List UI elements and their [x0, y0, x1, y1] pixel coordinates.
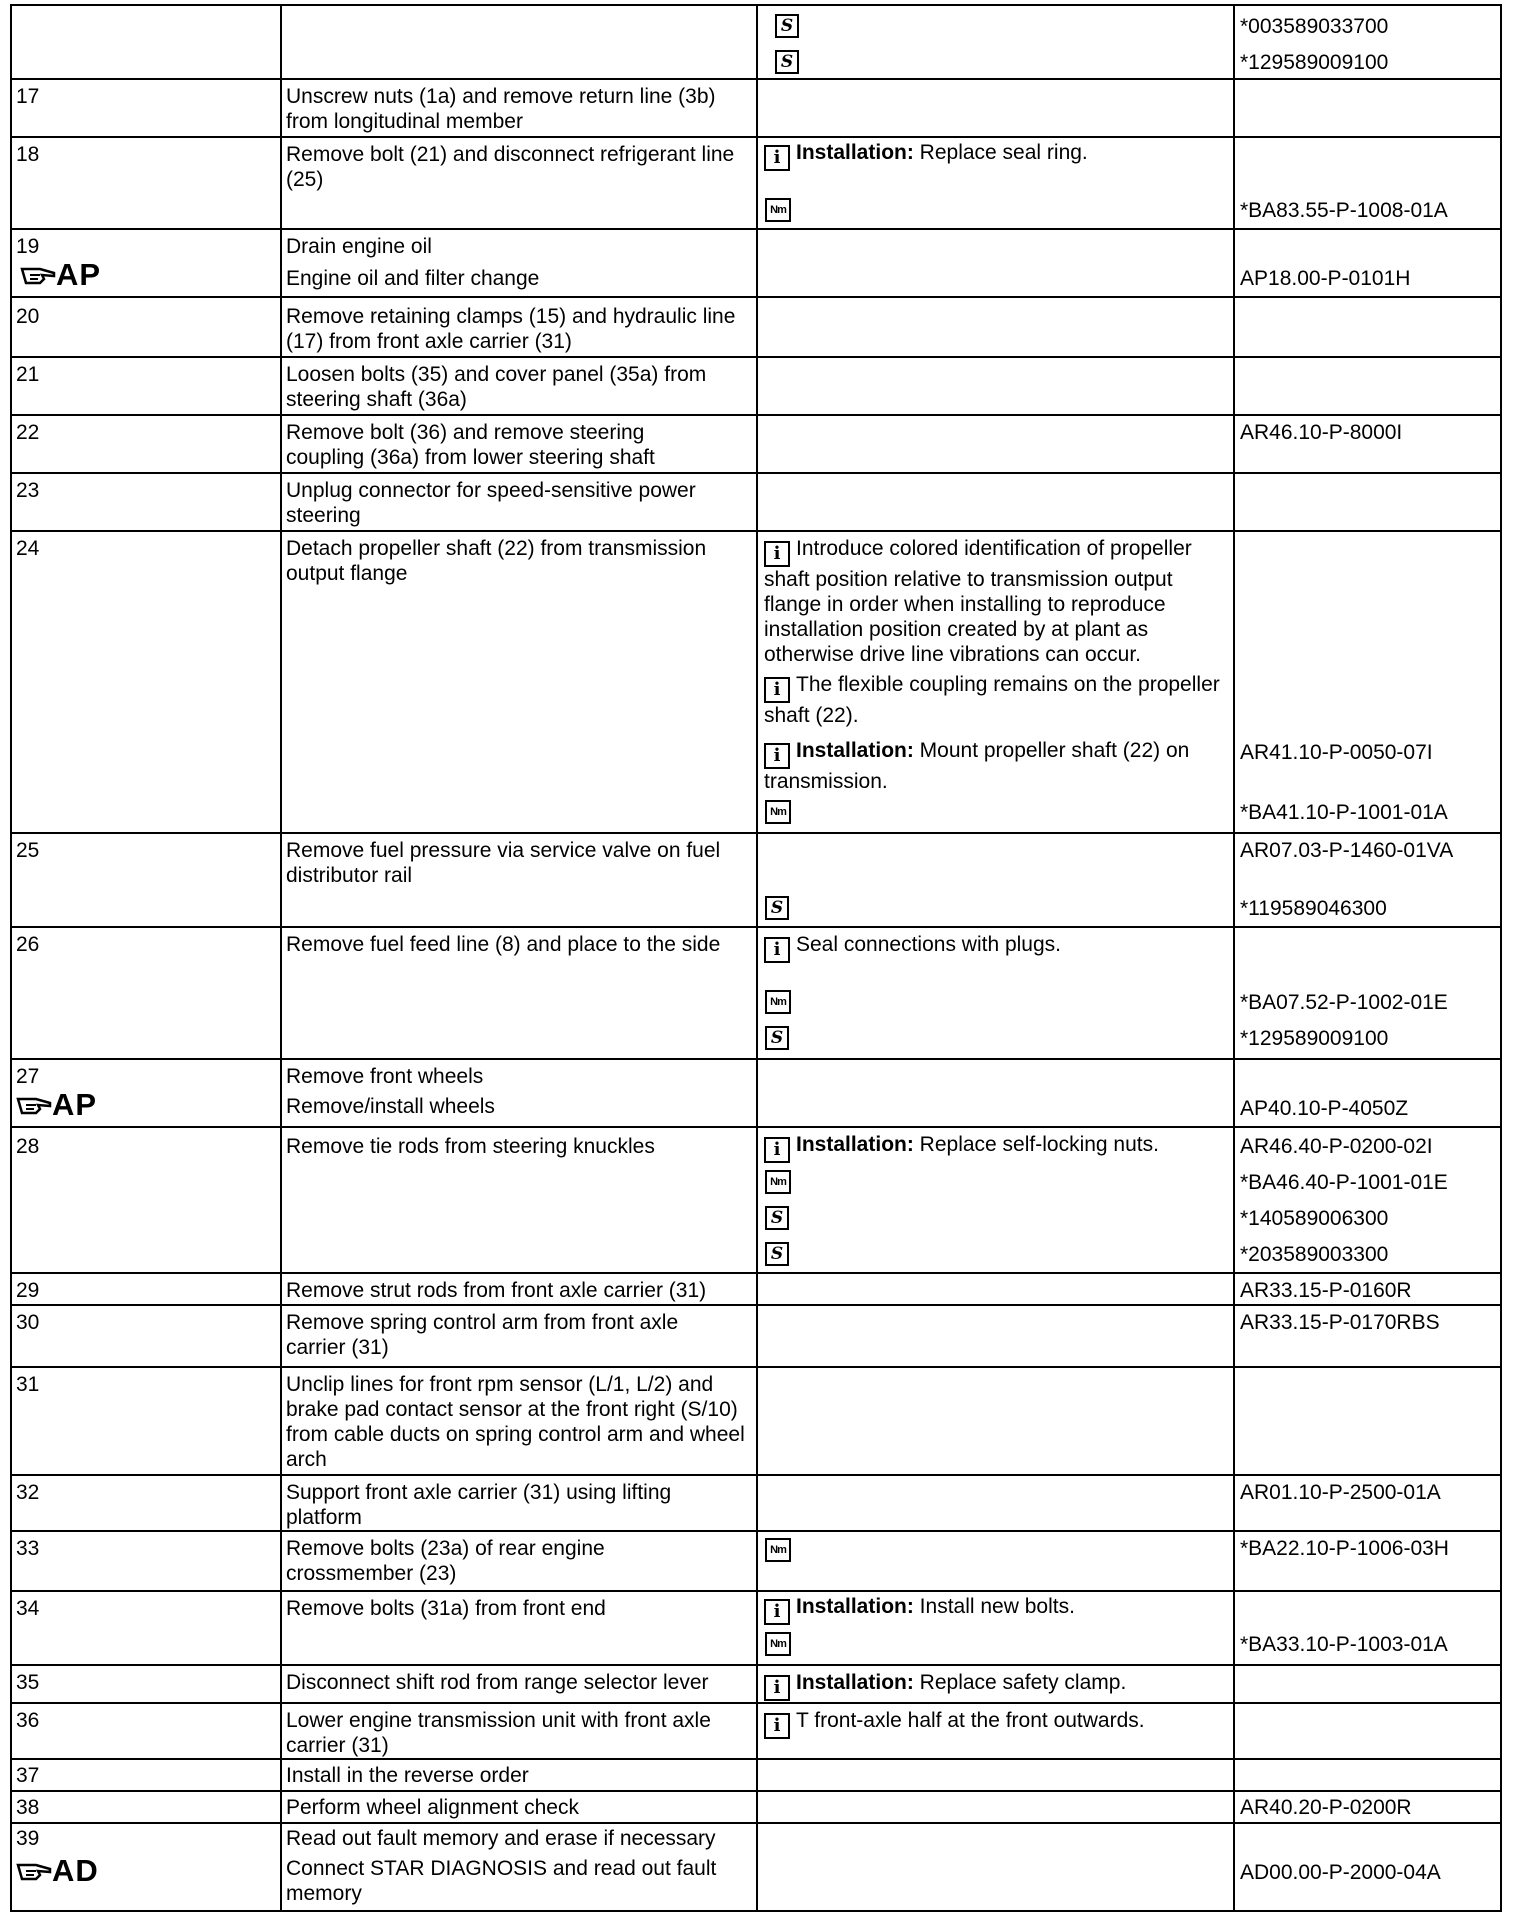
table-row [10, 1532, 1502, 1592]
reference-code: AR07.03-P-1460-01VA [1240, 839, 1454, 862]
ad-reference-label: AD [52, 1853, 99, 1888]
operation-text: Remove front wheels [286, 1065, 484, 1088]
operation-text: Lower engine transmission unit with front axle carrier (31) [286, 1709, 711, 1757]
note-text: T front-axle half at the front outwards. [796, 1709, 1145, 1732]
step-number: 35 [16, 1671, 40, 1694]
special-tool-icon: S [765, 1026, 789, 1050]
installation-label: Installation: [796, 141, 914, 164]
step-number: 18 [16, 143, 40, 166]
reference-code: AP18.00-P-0101H [1240, 267, 1411, 290]
operation-text: Remove bolts (23a) of rear engine crossmember (23) [286, 1537, 605, 1585]
torque-icon: Nm [765, 990, 791, 1014]
operation-text: Remove tie rods from steering knuckles [286, 1135, 655, 1158]
reference-code: *203589003300 [1240, 1243, 1389, 1266]
operation-text: Unplug connector for speed-sensitive power steering [286, 479, 696, 527]
step-number: 25 [16, 839, 40, 862]
reference-code: AR46.10-P-8000I [1240, 421, 1403, 444]
note-text: Introduce colored identification of propeller shaft position relative to transmission output flange in order when installing to reproduce installation position created by at plant as otherwise drive line vibrations can occur. [764, 537, 1192, 666]
note-text: Seal connections with plugs. [796, 933, 1061, 956]
note-text: Replace self-locking nuts. [913, 1133, 1159, 1156]
info-icon: i [764, 145, 790, 171]
step-number: 34 [16, 1597, 40, 1620]
reference-code: AD00.00-P-2000-04A [1240, 1861, 1441, 1884]
operation-text: Remove bolts (31a) from front end [286, 1597, 606, 1620]
operation-text: Detach propeller shaft (22) from transmission output flange [286, 537, 707, 585]
note-text: Install new bolts. [913, 1595, 1075, 1618]
special-tool-icon: S [765, 1242, 789, 1266]
table-row [10, 1760, 1502, 1792]
step-number: 36 [16, 1709, 40, 1732]
table-row [10, 1704, 1502, 1760]
installation-label: Installation: [796, 1671, 914, 1694]
info-icon: i [764, 1713, 790, 1739]
operation-text: Disconnect shift rod from range selector lever [286, 1671, 709, 1694]
reference-code: *129589009100 [1240, 51, 1389, 74]
table-row [10, 474, 1502, 532]
table-row [10, 1128, 1502, 1274]
table-row [10, 1824, 1502, 1912]
reference-code: *129589009100 [1240, 1027, 1389, 1050]
reference-code: *BA46.40-P-1001-01E [1240, 1171, 1448, 1194]
pointing-hand-icon [16, 1093, 52, 1117]
operation-text: Remove strut rods from front axle carrier (31) [286, 1279, 707, 1302]
step-number: 23 [16, 479, 40, 502]
installation-label: Installation: [796, 1595, 914, 1618]
table-row [10, 1476, 1502, 1532]
step-number: 29 [16, 1279, 40, 1302]
step-number: 39 [16, 1827, 40, 1850]
operation-text: Remove fuel feed line (8) and place to the side [286, 933, 721, 956]
table-row [10, 358, 1502, 416]
reference-code: *BA33.10-P-1003-01A [1240, 1633, 1448, 1656]
operation-text: Support front axle carrier (31) using lifting platform [286, 1481, 672, 1529]
operation-text: Read out fault memory and erase if necessary [286, 1827, 716, 1850]
operation-text: Remove spring control arm from front axle carrier (31) [286, 1311, 679, 1359]
step-number: 30 [16, 1311, 40, 1334]
reference-code: *003589033700 [1240, 15, 1389, 38]
reference-code: AR46.40-P-0200-02I [1240, 1135, 1433, 1158]
info-icon: i [764, 937, 790, 963]
table-row [10, 416, 1502, 474]
step-number: 38 [16, 1796, 40, 1819]
operation-text: Install in the reverse order [286, 1764, 529, 1787]
reference-code: *BA41.10-P-1001-01A [1240, 801, 1448, 824]
operation-text: Loosen bolts (35) and cover panel (35a) from steering shaft (36a) [286, 363, 707, 411]
reference-code: AP40.10-P-4050Z [1240, 1097, 1409, 1120]
table-row [10, 230, 1502, 298]
info-icon: i [764, 1675, 790, 1701]
special-tool-icon: S [765, 896, 789, 920]
ap-reference-label: AP [52, 1087, 98, 1122]
ap-reference-label: AP [56, 257, 102, 292]
operation-subtext: Remove/install wheels [286, 1095, 495, 1118]
info-icon: i [764, 541, 790, 567]
table-row [10, 1592, 1502, 1666]
info-icon: i [764, 743, 790, 769]
pointing-hand-icon [16, 1859, 52, 1883]
pointing-hand-icon [20, 263, 56, 287]
table-row [10, 928, 1502, 1060]
reference-code: *119589046300 [1240, 897, 1387, 920]
table-row [10, 4, 1502, 80]
reference-code: *140589006300 [1240, 1207, 1389, 1230]
info-icon: i [764, 677, 790, 703]
step-number: 28 [16, 1135, 40, 1158]
step-number: 31 [16, 1373, 40, 1396]
step-number: 22 [16, 421, 40, 444]
note-text: Mount propeller shaft (22) on transmission. [764, 739, 1190, 793]
operation-text: Remove bolt (36) and remove steering coupling (36a) from lower steering shaft [286, 421, 655, 469]
step-number: 20 [16, 305, 40, 328]
note-text: Replace seal ring. [913, 141, 1088, 164]
info-icon: i [764, 1137, 790, 1163]
operation-subtext: Engine oil and filter change [286, 267, 540, 290]
torque-icon: Nm [765, 800, 791, 824]
operation-text: Remove bolt (21) and disconnect refrigerant line (25) [286, 143, 735, 191]
torque-icon: Nm [765, 1170, 791, 1194]
step-number: 21 [16, 363, 40, 386]
step-number: 32 [16, 1481, 40, 1504]
reference-code: AR33.15-P-0170RBS [1240, 1311, 1440, 1334]
operation-text: Perform wheel alignment check [286, 1796, 579, 1819]
table-row [10, 1368, 1502, 1476]
note-text: The flexible coupling remains on the propeller shaft (22). [764, 673, 1220, 727]
special-tool-icon: S [765, 1206, 789, 1230]
operation-subtext: Connect STAR DIAGNOSIS and read out fault memory [286, 1857, 717, 1905]
operation-text: Remove retaining clamps (15) and hydraulic line (17) from front axle carrier (31) [286, 305, 736, 353]
table-row [10, 1666, 1502, 1704]
reference-code: AR33.15-P-0160R [1240, 1279, 1412, 1302]
table-row [10, 1792, 1502, 1824]
operation-text: Remove fuel pressure via service valve on fuel distributor rail [286, 839, 721, 887]
torque-icon: Nm [765, 198, 791, 222]
table-row [10, 1274, 1502, 1306]
info-icon: i [764, 1599, 790, 1625]
table-row [10, 80, 1502, 138]
special-tool-icon: S [775, 50, 799, 74]
reference-code: *BA22.10-P-1006-03H [1240, 1537, 1449, 1560]
installation-label: Installation: [796, 1133, 914, 1156]
operation-text: Drain engine oil [286, 235, 432, 258]
reference-code: AR40.20-P-0200R [1240, 1796, 1412, 1819]
installation-label: Installation: [796, 739, 914, 762]
table-row [10, 138, 1502, 230]
reference-code: *BA83.55-P-1008-01A [1240, 199, 1448, 222]
reference-code: *BA07.52-P-1002-01E [1240, 991, 1448, 1014]
note-text: Replace safety clamp. [913, 1671, 1127, 1694]
reference-code: AR01.10-P-2500-01A [1240, 1481, 1441, 1504]
step-number: 33 [16, 1537, 40, 1560]
torque-icon: Nm [765, 1538, 791, 1562]
table-row [10, 1060, 1502, 1128]
step-number: 26 [16, 933, 40, 956]
reference-code: AR41.10-P-0050-07I [1240, 741, 1433, 764]
step-number: 24 [16, 537, 40, 560]
step-number: 27 [16, 1065, 40, 1088]
table-row [10, 1306, 1502, 1368]
operation-text: Unscrew nuts (1a) and remove return line (3b) from longitudinal member [286, 85, 716, 133]
special-tool-icon: S [775, 14, 799, 38]
table-row [10, 532, 1502, 834]
step-number: 17 [16, 85, 40, 108]
table-row [10, 834, 1502, 928]
step-number: 19 [16, 235, 40, 258]
step-number: 37 [16, 1764, 40, 1787]
torque-icon: Nm [765, 1632, 791, 1656]
operation-text: Unclip lines for front rpm sensor (L/1, L/2) and brake pad contact sensor at the front right (S/10) from cable ducts on spring control arm and wheel arch [286, 1373, 745, 1471]
table-row [10, 298, 1502, 358]
